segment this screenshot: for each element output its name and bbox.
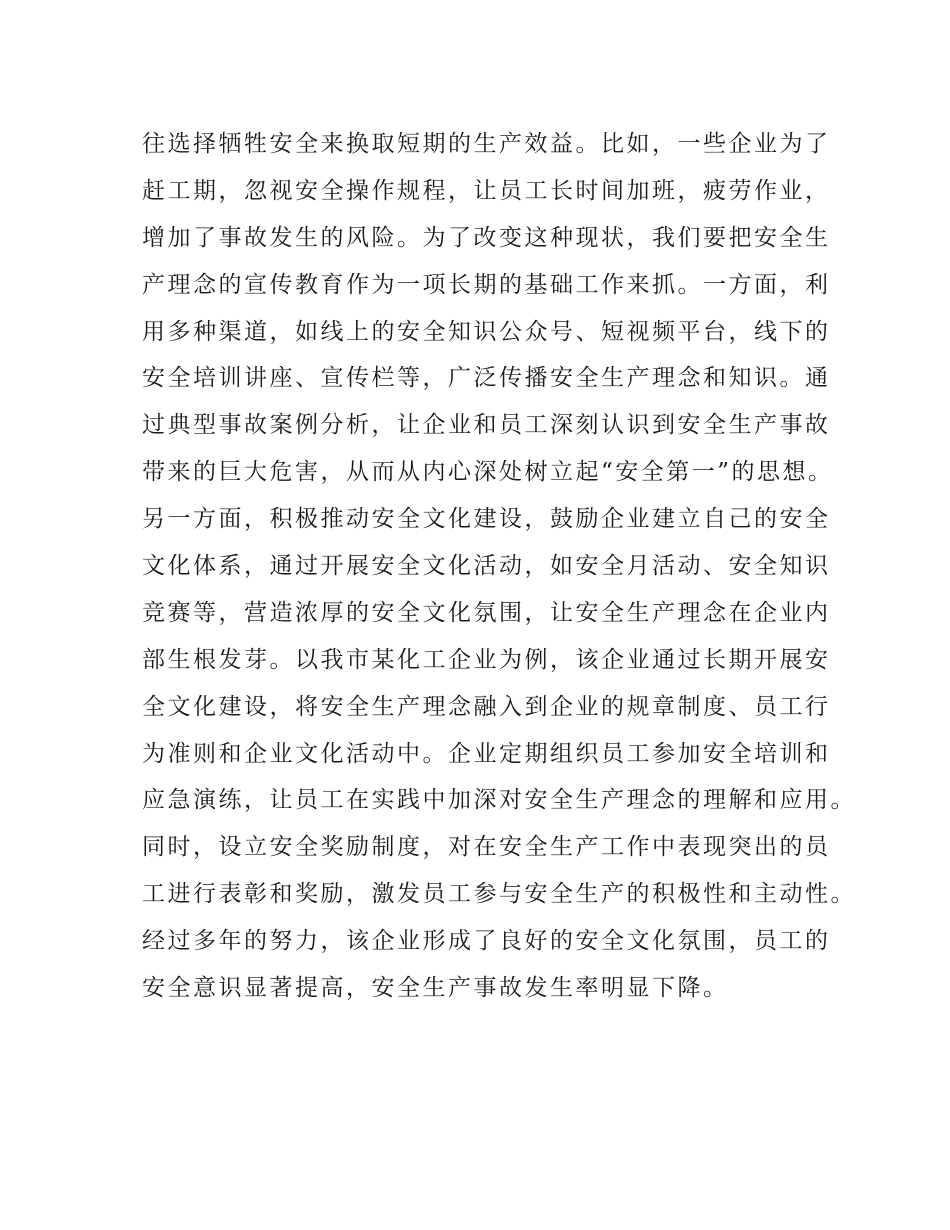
text-line: 经过多年的努力，该企业形成了良好的安全文化氛围，员工的 (142, 928, 831, 955)
text-line: 同时，设立安全奖励制度，对在安全生产工作中表现突出的员 (142, 834, 831, 861)
text-line: 带来的巨大危害，从而从内心深处树立起“安全第一”的思想。 (142, 459, 834, 486)
text-line: 为准则和企业文化活动中。企业定期组织员工参加安全培训和 (142, 740, 831, 767)
text-line: 工进行表彰和奖励，激发员工参与安全生产的积极性和主动性。 (142, 881, 856, 908)
text-line: 过典型事故案例分析，让企业和员工深刻认识到安全生产事故 (142, 412, 831, 439)
body-paragraph (142, 121, 856, 1012)
text-line: 安全培训讲座、宣传栏等，广泛传播安全生产理念和知识。通 (142, 365, 831, 392)
text-line: 增加了事故发生的风险。为了改变这种现状，我们要把安全生 (142, 224, 831, 251)
text-line: 竞赛等，营造浓厚的安全文化氛围，让安全生产理念在企业内 (142, 599, 831, 626)
text-line: 部生根发芽。以我市某化工企业为例，该企业通过长期开展安 (142, 646, 831, 673)
text-line: 另一方面，积极推动安全文化建设，鼓励企业建立自己的安全 (142, 506, 831, 533)
text-line: 往选择牺牲安全来换取短期的生产效益。比如，一些企业为了 (142, 131, 831, 157)
text-line: 赶工期，忽视安全操作规程，让员工长时间加班，疲劳作业， (142, 177, 831, 204)
text-line: 安全意识显著提高，安全生产事故发生率明显下降。 (142, 975, 729, 1002)
text-line: 产理念的宣传教育作为一项长期的基础工作来抓。一方面，利 (142, 271, 831, 298)
text-line: 应急演练，让员工在实践中加深对安全生产理念的理解和应用。 (142, 787, 856, 814)
text-line: 文化体系，通过开展安全文化活动，如安全月活动、安全知识 (142, 553, 831, 580)
text-line: 用多种渠道，如线上的安全知识公众号、短视频平台，线下的 (142, 318, 831, 345)
text-line: 全文化建设，将安全生产理念融入到企业的规章制度、员工行 (142, 693, 831, 720)
